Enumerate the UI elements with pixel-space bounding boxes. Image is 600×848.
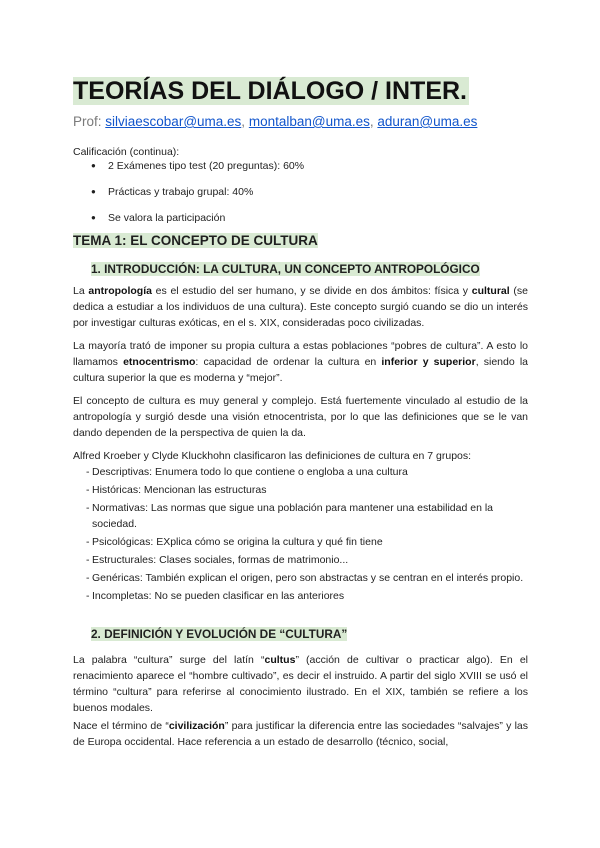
culture-groups-list bbox=[86, 464, 528, 606]
sec1-paragraph-4: Alfred Kroeber y Clyde Kluckhohn clasificaron las definiciones de cultura en 7 grupos: bbox=[73, 450, 472, 462]
prof-label: Prof: bbox=[73, 114, 102, 129]
email-link-escobar[interactable]: silviaescobar@uma.es bbox=[105, 114, 242, 129]
tema1-heading: TEMA 1: EL CONCEPTO DE CULTURA bbox=[73, 233, 318, 248]
sec1-paragraph-2: La mayoría trató de imponer su propia cultura a estas poblaciones “pobres de cultura”. A esto lo llamamos etnocentrismo: capacidad de ordenar la cultura en inferior y superior, siendo la cultura superior la que es moderna y “mejor”. bbox=[73, 340, 528, 384]
sec1-paragraph-1: La antropología es el estudio del ser humano, y se divide en dos ámbitos: física y cultural (se dedica a estudiar a los individuos de una cultura). Este concepto surgió cuando se dio un interés por investigar culturas exóticas, en el s. XIX, consideradas poco civilizadas. bbox=[73, 285, 528, 329]
section2-heading: 2. DEFINICIÓN Y EVOLUCIÓN DE “CULTURA” bbox=[91, 627, 348, 641]
list-item: - Estructurales: Clases sociales, formas de matrimonio... bbox=[86, 552, 528, 568]
sec2-paragraph-1: La palabra “cultura” surge del latín “cultus” (acción de cultivar o practicar algo). En el renacimiento aparece el “hombre cultivado”, es decir el instruido. A partir del siglo XVIII se usó el término “cultura” para referirse al conocimiento ilustrado. En el XIX, también se refiere a los buenos modales. bbox=[73, 654, 528, 714]
professors-line: Prof: silviaescobar@uma.es, montalban@uma.es, aduran@uma.es bbox=[73, 114, 478, 129]
list-item: - Históricas: Mencionan las estructuras bbox=[86, 482, 528, 498]
list-item: - Genéricas: También explican el origen, pero son abstractas y se centran en el interés propio. bbox=[86, 570, 528, 586]
grading-list bbox=[91, 158, 304, 236]
section1-heading: 1. INTRODUCCIÓN: LA CULTURA, UN CONCEPTO ANTROPOLÓGICO bbox=[91, 262, 480, 276]
list-item: - Incompletas: No se pueden clasificar en las anteriores bbox=[86, 588, 528, 604]
document-title: TEORÍAS DEL DIÁLOGO / INTER. bbox=[73, 77, 468, 105]
grading-item: ● Se valora la participación bbox=[91, 210, 304, 236]
list-item: - Normativas: Las normas que sigue una población para mantener una estabilidad en la sociedad. bbox=[86, 500, 528, 532]
email-link-montalban[interactable]: montalban@uma.es bbox=[248, 114, 370, 129]
grading-item: ● 2 Exámenes tipo test (20 preguntas): 60% bbox=[91, 158, 304, 184]
email-link-aduran[interactable]: aduran@uma.es bbox=[377, 114, 478, 129]
sec1-paragraph-3: El concepto de cultura es muy general y complejo. Está fuertemente vinculado al estudio de la antropología y surgió desde una visión etnocentrista, por lo que las definiciones que se le van dando dependen de la perspectiva de quien la da. bbox=[73, 395, 528, 439]
list-item: - Psicológicas: EXplica cómo se origina la cultura y qué fin tiene bbox=[86, 534, 528, 550]
grading-item: ● Prácticas y trabajo grupal: 40% bbox=[91, 184, 304, 210]
sec2-paragraph-2: Nace el término de “civilización” para justificar la diferencia entre las sociedades “salvajes” y las de Europa occidental. Hace referencia a un estado de desarrollo (técnico, social, bbox=[73, 720, 529, 748]
grading-label: Calificación (continua): bbox=[73, 146, 180, 158]
list-item: - Descriptivas: Enumera todo lo que contiene o engloba a una cultura bbox=[86, 464, 528, 480]
